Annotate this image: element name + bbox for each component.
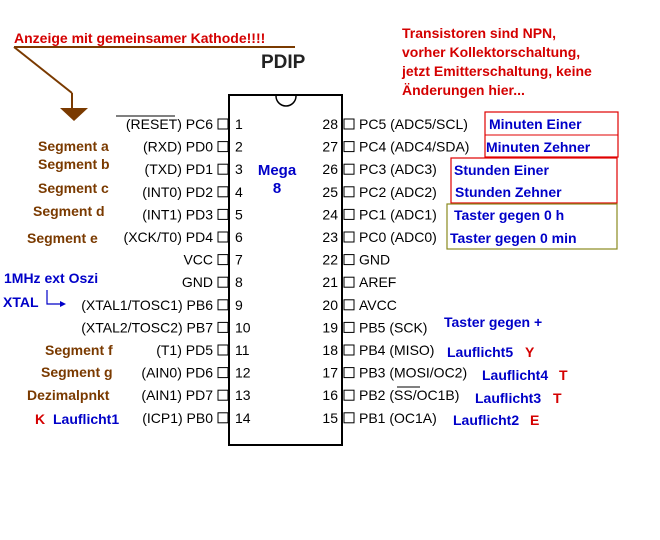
right-pin-label: GND xyxy=(359,251,391,268)
left-pin-number: 1 xyxy=(235,116,243,132)
right-pin-pad xyxy=(344,142,354,152)
button-minutes-label: Taster gegen 0 min xyxy=(450,230,577,246)
chip-label-8: 8 xyxy=(272,180,282,197)
left-pin-number: 11 xyxy=(235,342,250,358)
lauflicht4-letter: T xyxy=(559,367,568,383)
right-pin-pad xyxy=(344,322,354,332)
left-pin-pad xyxy=(218,322,228,332)
left-pin-label: VCC xyxy=(183,251,213,268)
right-pin-pad xyxy=(344,368,354,378)
right-pin-pad xyxy=(344,300,354,310)
left-pin-pad xyxy=(218,142,228,152)
left-pin-number: 7 xyxy=(235,251,243,268)
right-pin-pad xyxy=(344,164,354,174)
right-pin-label: PB1 (OC1A) xyxy=(359,409,437,426)
left-pin-number: 2 xyxy=(235,138,243,155)
right-pin-label: AVCC xyxy=(359,296,397,313)
minutes-ones-label: Minuten Einer xyxy=(489,116,582,132)
xtal-connector xyxy=(47,290,60,304)
right-pin-number: 20 xyxy=(322,296,338,313)
transistor-note-line-1: Transistoren sind NPN, xyxy=(402,25,557,41)
right-pin-pad xyxy=(344,277,354,287)
decimal-point-label: Dezimalpnkt xyxy=(27,387,110,403)
hours-tens-label: Stunden Zehner xyxy=(455,184,562,200)
left-pin-label: (RESET) PC6 xyxy=(125,116,213,132)
left-pin-label: (AIN1) PD7 xyxy=(141,387,213,404)
left-pin-pad xyxy=(218,390,228,400)
right-pin-pad xyxy=(344,390,354,400)
left-pin-label: (ICP1) PB0 xyxy=(142,409,213,426)
left-pin-pad xyxy=(218,413,228,423)
right-pin-number: 28 xyxy=(322,116,338,132)
right-pin-pad xyxy=(344,187,354,197)
right-pin-pad xyxy=(344,255,354,265)
lauflicht2-label: Lauflicht2 xyxy=(453,412,520,428)
xtal-arrow-icon xyxy=(60,301,66,307)
segment-e-label: Segment e xyxy=(27,230,98,246)
hours-ones-label: Stunden Einer xyxy=(454,162,549,178)
right-pin-label: PC4 (ADC4/SDA) xyxy=(359,138,470,155)
left-pin-number: 4 xyxy=(235,183,243,200)
segment-g-label: Segment g xyxy=(41,364,113,380)
oscillator-label: 1MHz ext Oszi xyxy=(4,270,99,286)
left-pin-number: 10 xyxy=(235,319,251,336)
right-pin-number: 21 xyxy=(322,274,338,291)
right-pin-label: AREF xyxy=(359,274,397,291)
left-pin-label: GND xyxy=(181,274,213,291)
right-pin-number: 16 xyxy=(322,387,338,404)
left-pin-pad xyxy=(218,164,228,174)
right-pin-label: PB3 (MOSI/OC2) xyxy=(359,364,468,381)
right-pin-number: 23 xyxy=(322,229,338,245)
left-pin-pad xyxy=(218,187,228,197)
segment-f-label: Segment f xyxy=(45,342,113,358)
right-pin-label: PC5 (ADC5/SCL) xyxy=(359,116,468,132)
left-pin-number: 3 xyxy=(235,161,243,178)
lauflicht4-label: Lauflicht4 xyxy=(482,367,549,383)
left-pin-label: (TXD) PD1 xyxy=(144,161,213,178)
right-pin-label: PC1 (ADC1) xyxy=(359,206,437,223)
right-pin-number: 22 xyxy=(322,251,338,268)
lauflicht1-label: Lauflicht1 xyxy=(53,411,120,427)
segment-d-label: Segment d xyxy=(33,203,105,219)
left-pin-label: (INT1) PD3 xyxy=(142,206,213,223)
right-pin-pad xyxy=(344,119,354,129)
left-pin-pad xyxy=(218,368,228,378)
left-pin-number: 13 xyxy=(235,387,251,404)
right-pin-number: 18 xyxy=(322,342,338,358)
lauflicht2-letter: E xyxy=(530,412,540,428)
transistor-note-line-4: Änderungen hier... xyxy=(402,82,525,98)
right-pin-label: PB5 (SCK) xyxy=(359,319,428,336)
left-pin-pad xyxy=(218,119,228,129)
left-pin-label: (XTAL2/TOSC2) PB7 xyxy=(81,319,213,336)
transistor-note-line-3: jetzt Emitterschaltung, keine xyxy=(402,63,592,79)
right-pin-number: 15 xyxy=(322,409,338,426)
left-pin-pad xyxy=(218,300,228,310)
right-pin-label: PB2 (SS/OC1B) xyxy=(359,387,460,404)
left-pin-number: 9 xyxy=(235,296,243,313)
right-pin-label: PC0 (ADC0) xyxy=(359,229,437,245)
right-pin-number: 17 xyxy=(322,364,338,381)
left-pin-label: (INT0) PD2 xyxy=(142,183,213,200)
lauflicht1-letter: K xyxy=(35,411,46,427)
left-pin-pad xyxy=(218,209,228,219)
xtal-label: XTAL xyxy=(3,294,39,310)
segment-a-label: Segment a xyxy=(38,138,109,154)
right-pin-number: 27 xyxy=(322,138,338,155)
lauflicht3-label: Lauflicht3 xyxy=(475,390,542,406)
segment-c-label: Segment c xyxy=(38,180,109,196)
left-pin-number: 5 xyxy=(235,206,243,223)
right-pin-number: 24 xyxy=(322,206,338,223)
left-pin-label: (AIN0) PD6 xyxy=(141,364,213,381)
left-pin-number: 12 xyxy=(235,364,251,381)
chip-label-mega: Mega xyxy=(257,162,297,179)
left-pin-number: 14 xyxy=(235,409,251,426)
right-pin-pad xyxy=(344,413,354,423)
button-plus-label: Taster gegen + xyxy=(444,314,543,330)
left-pin-label: (XCK/T0) PD4 xyxy=(123,229,213,245)
left-pin-number: 6 xyxy=(235,229,243,245)
right-pin-label: PC3 (ADC3) xyxy=(359,161,437,178)
minutes-tens-label: Minuten Zehner xyxy=(486,139,591,155)
transistor-note-line-2: vorher Kollektorschaltung, xyxy=(402,44,581,60)
right-pin-pad xyxy=(344,209,354,219)
right-pin-number: 25 xyxy=(322,183,338,200)
left-pin-pad xyxy=(218,232,228,242)
right-pin-pad xyxy=(344,232,354,242)
arrow-diagonal xyxy=(14,47,72,93)
left-pin-label: (XTAL1/TOSC1) PB6 xyxy=(81,296,213,313)
right-pin-pad xyxy=(344,345,354,355)
right-pin-label: PB4 (MISO) xyxy=(359,342,435,358)
left-pin-number: 8 xyxy=(235,274,243,291)
right-pin-label: PC2 (ADC2) xyxy=(359,183,437,200)
arrow-head-icon xyxy=(60,108,88,121)
right-pin-number: 19 xyxy=(322,319,338,336)
segment-b-label: Segment b xyxy=(38,156,110,172)
left-pin-pad xyxy=(218,345,228,355)
left-pin-pad xyxy=(218,277,228,287)
common-cathode-note: Anzeige mit gemeinsamer Kathode!!!! xyxy=(14,30,266,46)
left-pin-pad xyxy=(218,255,228,265)
right-pin-number: 26 xyxy=(322,161,338,178)
left-pin-label: (T1) PD5 xyxy=(156,342,213,358)
button-hours-label: Taster gegen 0 h xyxy=(454,207,565,223)
lauflicht5-letter: Y xyxy=(525,344,535,360)
right-pin-group xyxy=(322,116,469,426)
lauflicht5-label: Lauflicht5 xyxy=(447,344,514,360)
left-pin-label: (RXD) PD0 xyxy=(142,138,213,155)
lauflicht3-letter: T xyxy=(553,390,562,406)
package-title: PDIP xyxy=(261,52,306,73)
